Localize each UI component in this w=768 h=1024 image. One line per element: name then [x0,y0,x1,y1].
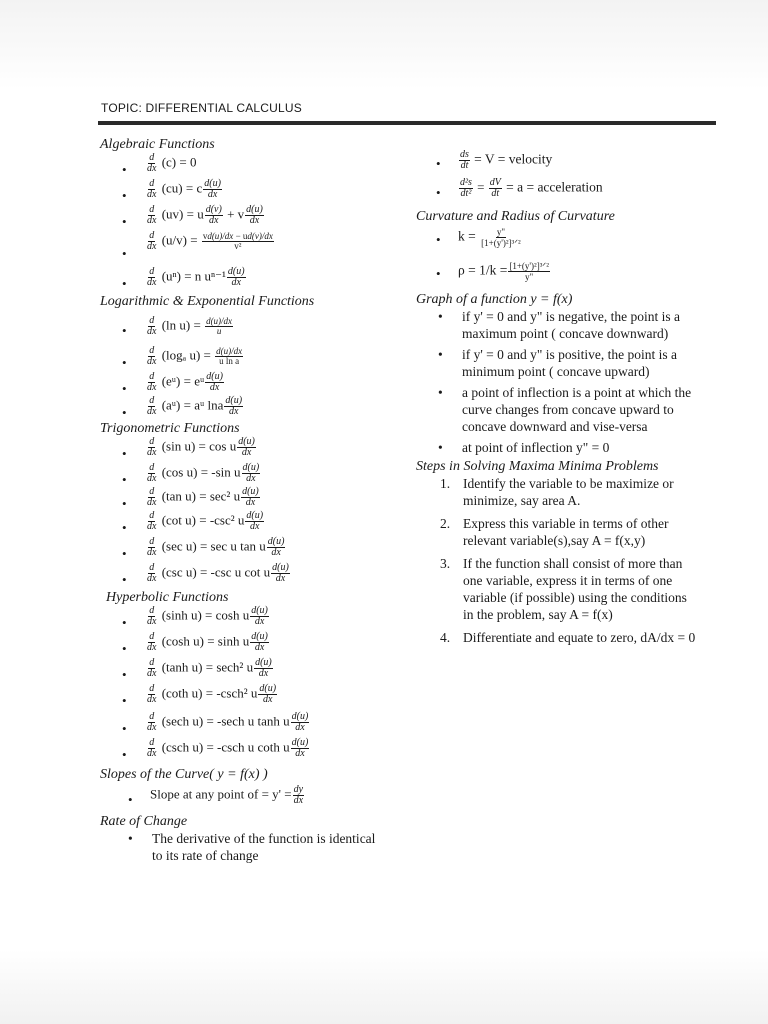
step-item: 4. Differentiate and equate to zero, dA/dx = 0 [440,630,696,645]
formula-text: (u/v) = [161,232,198,248]
step-item: 1. Identify the variable to be maximize or minimize, say area A. [440,476,674,508]
formula-item: • $\frac{d}{dx}$ (coth u) = -csch² u $\frac{d(u)}{dx}$ [122,683,277,708]
formula-item: • $\frac{d}{dx}$ (cot u) = -csc² u $\frac{d(u)}{dx}$ [122,510,264,535]
formula-item: • $\frac{d}{dx}$ (u/v) = $\frac{vd(u)/dx - ud(v)/dx}{\text{v²}}$ [122,230,273,261]
title-divider [98,121,716,125]
heading-curvature: Curvature and Radius of Curvature [416,209,615,224]
formula-item: • $\frac{d}{dx}$ (ln u) = $\frac{d(u)/dx}{u}$ [122,315,233,338]
formula-item: • k = $\frac{y"}{\text{[1+(y')²]³ᐟ²}}$ [436,227,521,248]
formula-item: • $\frac{ds}{dt}$ = V = velocity [436,149,553,171]
heading-graph: Graph of a function y = f(x) [416,292,573,307]
heading-rate: Rate of Change [100,814,188,829]
list-item: • if y' = 0 and y" is positive, the point is a minimum point ( concave upward) [438,347,678,379]
formula-item: • $\frac{d}{dx}$ (tanh u) = sech² u $\frac{d(u)}{dx}$ [122,657,272,682]
heading-trigonometric: Trigonometric Functions [100,421,240,436]
right-column [416,150,716,646]
formula-item: • $\frac{d}{dx}$ (cosh u) = sinh u $\frac{d(u)}{dx}$ [122,631,268,656]
formula-item: • $\frac{d}{dx}$ (aᵘ) = aᵘ lna $\frac{d(u)}{dx}$ [122,395,243,420]
formula-text: (aᵘ) = aᵘ lna [161,397,224,413]
left-column [100,136,410,864]
page-title: TOPIC: DIFFERENTIAL CALCULUS [101,101,302,115]
formula-item: • Slope at any point of = y' = $\frac{dy}{dx}$ [128,784,304,807]
formula-text: (eᵘ) = eᵘ [161,373,205,389]
formula-text: (cu) = c [161,180,203,196]
step-item: 2. Express this variable in terms of other relevant variable(s),say A = f(x,y) [440,516,669,548]
bullet: • [122,162,127,177]
formula-item: • $\frac{d}{dx}$ (sinh u) = cosh u $\frac{d(u)}{dx}$ [122,605,268,630]
formula-item: • $\frac{d}{dx}$ (sech u) = -sech u tanh u $\frac{d(u)}{dx}$ [122,711,309,736]
formula-item: • $\frac{d}{dx}$ (tan u) = sec² u $\frac{d(u)}{dx}$ [122,486,259,511]
formula-item: • $\frac{d}{dx}$ (cu) = c $\frac{d(u)}{dx}$ [122,178,221,203]
formula-item: • $\frac{d}{dx}$ (sin u) = cos u $\frac{d(u)}{dx}$ [122,436,255,461]
formula-text: (uv) = u [161,206,204,222]
list-item: • a point of inflection is a point at which the curve changes from concave upward to concave downward and vise-versa [438,385,692,434]
step-item: 3. If the function shall consist of more than one variable, express it in terms of one variable (if possible) using the conditions in the problem, say A = f(x) [440,556,687,622]
formula-text: (uⁿ) = n uⁿ⁻¹ [161,268,226,284]
heading-algebraic: Algebraic Functions [100,137,215,152]
list-item: • The derivative of the function is identical to its rate of change [100,830,410,864]
formula-item: • $\frac{\text{d²s}}{\text{dt²}}$ = $\frac{dV}{dt}$ = a = acceleration [436,177,603,200]
heading-slopes: Slopes of the Curve( y = f(x) ) [100,767,268,782]
formula-item: • $\frac{d}{dx}$ (c) = 0 [122,152,197,177]
heading-logarithmic: Logarithmic & Exponential Functions [100,294,315,309]
formula-item: • $\frac{d}{dx}$ (uⁿ) = n uⁿ⁻¹ $\frac{d(u)}{dx}$ [122,266,245,291]
formula-text: (ln u) = [161,317,201,333]
formula-text: (logₐ u) = [161,347,211,363]
heading-maxima-minima: Steps in Solving Maxima Minima Problems [416,459,659,474]
formula-item: • $\frac{d}{dx}$ (eᵘ) = eᵘ $\frac{d(u)}{dx}$ [122,371,223,396]
list-item: • if y' = 0 and y" is negative, the point is a maximum point ( concave downward) [438,309,681,341]
formula-item: • $\frac{d}{dx}$ (csc u) = -csc u cot u $\frac{d(u)}{dx}$ [122,562,289,587]
formula-item: • $\frac{d}{dx}$ (sec u) = sec u tan u $\frac{d(u)}{dx}$ [122,536,285,561]
heading-hyperbolic: Hyperbolic Functions [106,590,229,605]
formula-item: • ρ = 1/k = $\frac{\text{[1+(y')²]³ᐟ²}}{y"}$ [436,261,549,282]
formula-item: • $\frac{d}{dx}$ (cos u) = -sin u $\frac{d(u)}{dx}$ [122,462,260,487]
list-item-text: The derivative of the function is identical to its rate of change [152,831,376,863]
formula-item: • $\frac{d}{dx}$ (uv) = u $\frac{d(v)}{dx}$ + v $\frac{d(u)}{dx}$ [122,204,263,229]
formula-item: • $\frac{d}{dx}$ (csch u) = -csch u coth u $\frac{d(u)}{dx}$ [122,737,309,762]
list-item: • at point of inflection y" = 0 [438,440,610,455]
formula-text: (c) = 0 [161,154,197,170]
formula-item: • $\frac{d}{dx}$ (logₐ u) = $\frac{d(u)/dx}{\text{u ln a}}$ [122,345,243,370]
